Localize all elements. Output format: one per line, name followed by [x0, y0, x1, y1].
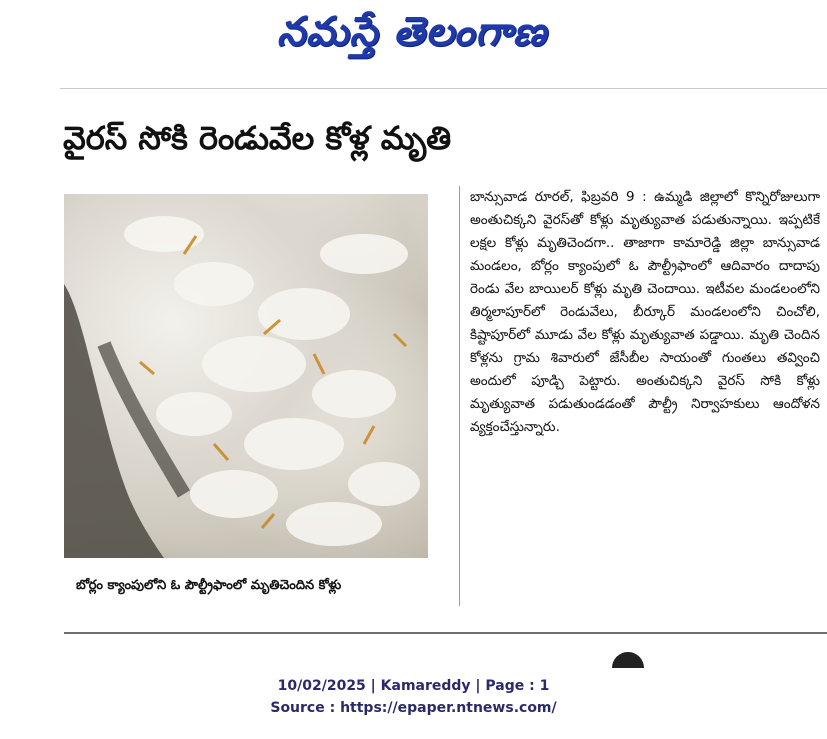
article-body: బాన్సువాడ రూరల్, ఫిబ్రవరి 9 : ఉమ్మడి జిల్లాలో కొన్నిరోజులుగా అంతుచిక్కని వైరస్‌తో కోళ్లు మృత్యువాత పడుతున్నాయి. ఇప్పటికే లక్షల కోళ్లు మృతిచెందగా.. తాజాగా కామారెడ్డి జిల్లా బాన్సువాడ మండలం, బోర్లం క్యాంపులో ఓ పౌల్ట్రీఫాంలో ఆదివారం దాదాపు రెండు వేల బాయిలర్ కోళ్లు మృతి చెందాయి. ఇటీవల మండలంలోని తిర్మలాపూర్‌లో రెండువేలు, బీర్కూర్ మండలంలోని చించోలి, కిష్టాపూర్‌లో మూడు వేల కోళ్లు మృత్యువాత పడ్డాయి. మృతి చెందిన కోళ్లను గ్రామ శివారులో జేసీబీల సాయంతో గుంతలు తవ్వించి అందులో పూడ్చి పెట్టారు. అంతుచిక్కని వైరస్ సోకి కోళ్లు మృత్యువాత పడుతుండడంతో పౌల్ట్రీ నిర్వాహకులు ఆందోళన వ్యక్తంచేస్తున్నారు.	[470, 189, 820, 435]
next-article-fragment	[612, 652, 644, 668]
dead-chickens-photo	[64, 194, 428, 558]
article-photo	[64, 194, 428, 558]
page-footer	[0, 675, 827, 725]
column-divider	[459, 186, 460, 606]
edition-info: 10/02/2025 | Kamareddy | Page : 1	[277, 678, 550, 694]
masthead-logo: నమస్తే తెలంగాణ	[276, 9, 548, 55]
source-link[interactable]: Source : https://epaper.ntnews.com/	[270, 700, 557, 716]
photo-caption: బోర్లం క్యాంపులోని ఓ పౌల్ట్రీఫాంలో మృతిచెందిన కోళ్లు	[76, 578, 342, 593]
article-headline: వైరస్ సోకి రెండువేల కోళ్ల మృతి	[63, 119, 452, 157]
bottom-divider	[64, 632, 827, 634]
top-divider	[60, 88, 827, 89]
